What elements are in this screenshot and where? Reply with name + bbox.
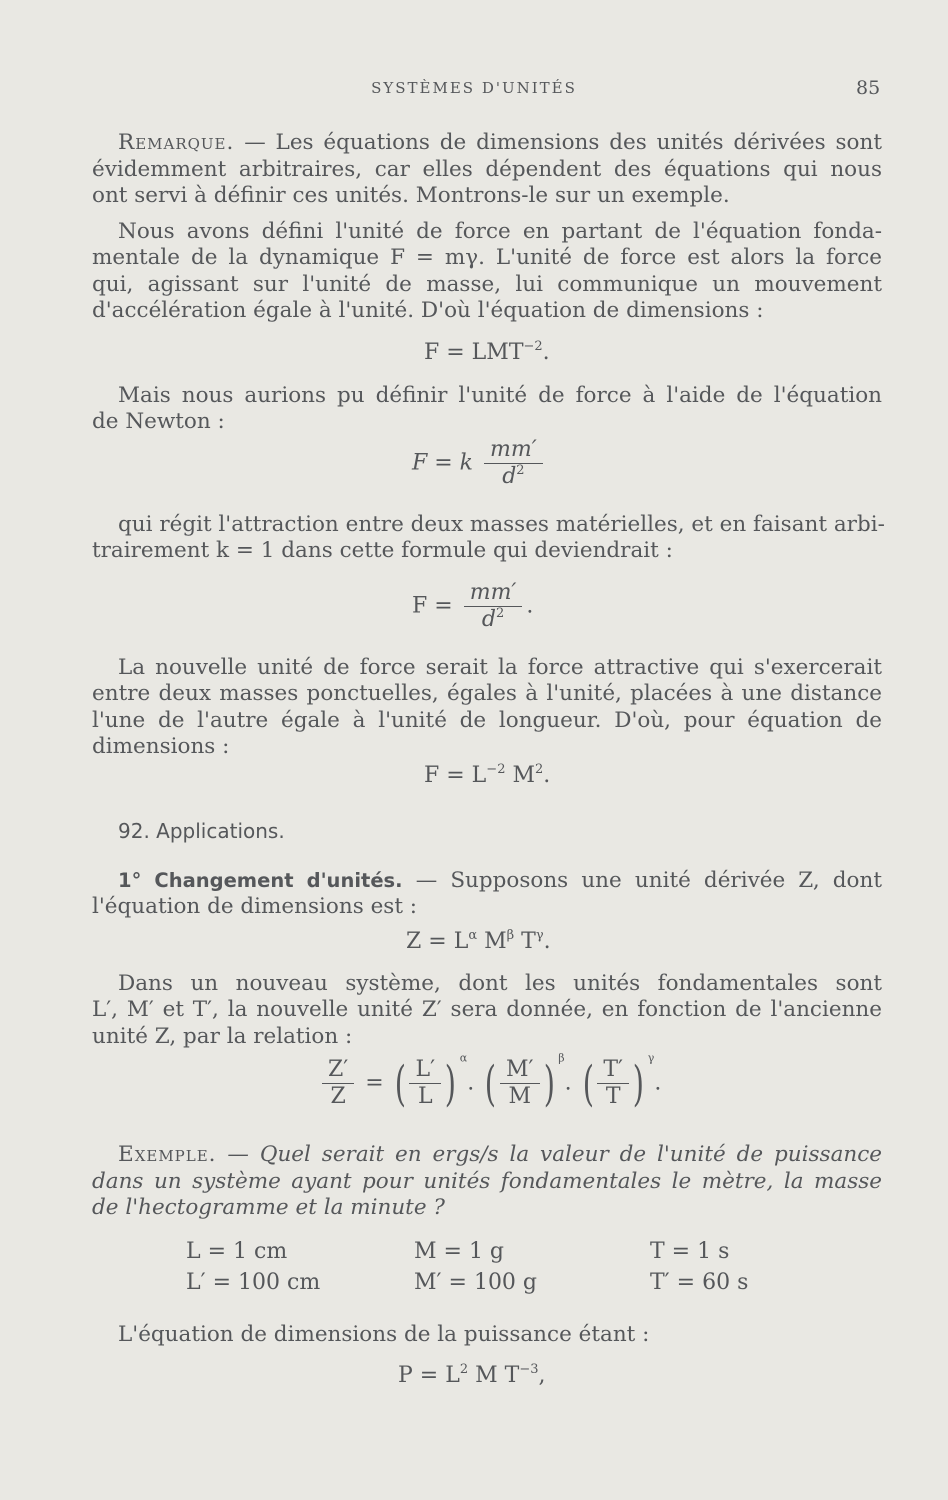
units-table-cell: L′ = 100 cm (186, 1270, 321, 1295)
exemple-line-3: de l'hectogramme et la minute ? (92, 1195, 445, 1220)
para4-line-3: l'une de l'autre égale à l'unité de longueur. D'où, pour équation de (92, 708, 882, 733)
running-header: SYSTÈMES D'UNITÉS (371, 79, 577, 97)
equation-unit-change: $\frac{Z'}{Z}$ = ( $\frac{L'}{L}$ ) $^\alpha$. ( $\frac{M'}{M}$ ) $^\beta$. ( $\frac{T'}{T}$ ) $^\gamma$. (318, 1057, 661, 1110)
para5-line-3: unité Z, par la relation : (92, 1024, 353, 1049)
para4-line-2: entre deux masses ponctuelles, égales à l'unité, placées à une distance (92, 681, 882, 706)
fraction: $\frac{mm'}{d^2}$ (484, 437, 543, 490)
units-table-cell: T′ = 60 s (650, 1270, 749, 1295)
equation-power-dims: $P = L^2$ M $T^{-3}$, (398, 1362, 546, 1388)
para5-line-1: Dans un nouveau système, dont les unités fondamentales sont (118, 971, 882, 996)
remarque-line-3: ont servi à définir ces unités. Montrons-le sur un exemple. (92, 183, 730, 208)
exemple-label: Exemple. (118, 1142, 217, 1167)
section-title: 92. Applications. (118, 819, 285, 843)
units-table-cell: M = 1 g (414, 1239, 505, 1264)
units-table-cell: T = 1 s (650, 1239, 730, 1264)
ratio-length: ( $\frac{L'}{L}$ ) $^\alpha$ (394, 1051, 468, 1112)
ratio-mass: ( $\frac{M'}{M}$ ) $^\beta$ (484, 1051, 565, 1112)
para4-line-1: La nouvelle unité de force serait la force attractive qui s'exercerait (118, 655, 882, 680)
page-number: 85 (856, 77, 881, 99)
para2-line-2: de Newton : (92, 409, 225, 434)
fraction: $\frac{mm'}{d^2}$ (464, 580, 523, 633)
fraction-z: $\frac{Z'}{Z}$ (322, 1057, 354, 1110)
units-table-cell: M′ = 100 g (414, 1270, 538, 1295)
sub1-label: 1° Changement d'unités. (118, 869, 403, 892)
para6-line-1: L'équation de dimensions de la puissance étant : (118, 1322, 650, 1347)
exemple-line-1: Exemple. — Quel serait en ergs/s la valeur de l'unité de puissance (118, 1142, 882, 1167)
para5-line-2: L′, M′ et T′, la nouvelle unité Z′ sera donnée, en fonction de l'ancienne (92, 997, 882, 1022)
para4-line-4: dimensions : (92, 734, 230, 759)
sub1-line-2: l'équation de dimensions est : (92, 894, 418, 919)
units-table-cell: L = 1 cm (186, 1239, 288, 1264)
sub1-line-1: 1° Changement d'unités. — Supposons une unité dérivée Z, dont (118, 868, 882, 893)
para1-line-4: d'accélération égale à l'unité. D'où l'équation de dimensions : (92, 298, 764, 323)
para3-line-1: qui régit l'attraction entre deux masses matérielles, et en faisant arbi- (118, 512, 885, 537)
remarque-line-1: Remarque. — Les équations de dimensions des unités dérivées sont (118, 130, 882, 155)
para3-line-2: trairement k = 1 dans cette formule qui deviendrait : (92, 538, 673, 563)
ratio-time: ( $\frac{T'}{T}$ ) $^\gamma$ (582, 1051, 655, 1112)
equation-newton: F = k $\frac{mm'}{d^2}$ (412, 437, 547, 490)
remarque-line-2: évidemment arbitraires, car elles dépendent des équations qui nous (92, 157, 882, 182)
equation-z-dims: $Z = L^\alpha$ $M^\beta$ $T^\gamma$. (406, 928, 551, 954)
equation-force-dynamics: $F = LMT^{-2}$. (424, 339, 550, 365)
para1-line-3: qui, agissant sur l'unité de masse, lui communique un mouvement (92, 272, 882, 297)
para1-line-2: mentale de la dynamique F = mγ. L'unité de force est alors la force (92, 245, 882, 270)
para1-line-1: Nous avons défini l'unité de force en partant de l'équation fonda- (118, 219, 882, 244)
remarque-label: Remarque. (118, 130, 235, 155)
para2-line-1: Mais nous aurions pu définir l'unité de force à l'aide de l'équation (118, 383, 882, 408)
exemple-line-2: dans un système ayant pour unités fondamentales le mètre, la masse (92, 1169, 882, 1194)
equation-force-newton-dims: $F = L^{-2}$ $M^2$. (424, 762, 551, 788)
equation-newton-k1: F = $\frac{mm'}{d^2}$ . (412, 580, 534, 632)
